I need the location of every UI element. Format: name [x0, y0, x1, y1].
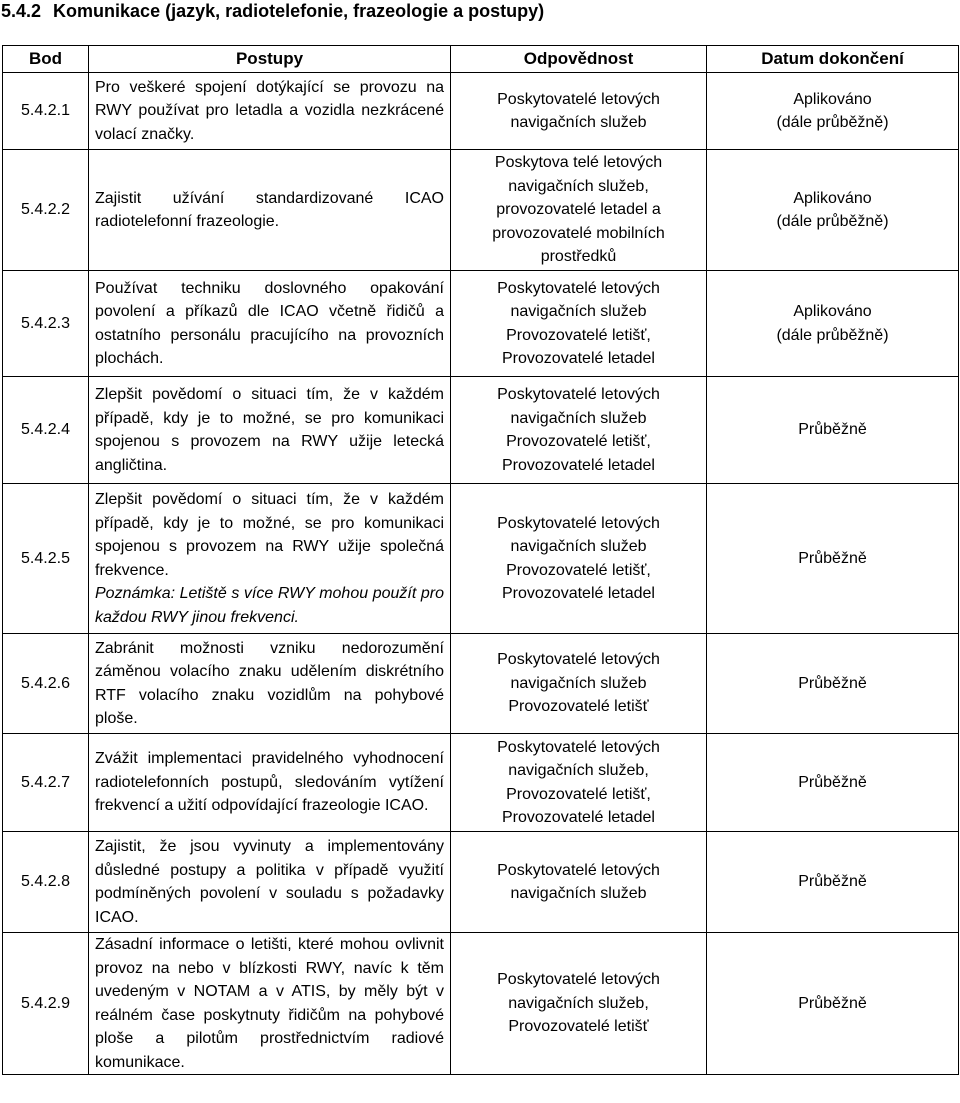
responsibility-line: Provozovatelé letadel: [502, 350, 655, 367]
responsibility-line: Poskytovatelé letových navigačních služeb: [497, 651, 660, 692]
section-heading: [1, 0, 544, 22]
header-completion: Datum dokončení: [707, 46, 959, 73]
responsibility-line: Poskytovatelé letových navigačních služeb: [497, 386, 660, 427]
responsibility-line: Provozovatelé letišť,: [506, 433, 651, 450]
row-completion: [707, 933, 959, 1075]
completion-line: Průběžně: [798, 674, 867, 692]
responsibility-line: Poskytovatelé letových navigačních služeb: [497, 279, 660, 320]
row-procedure: [89, 484, 451, 634]
row-responsibility: [451, 933, 707, 1075]
procedure-text: Zabránit možnosti vzniku nedorozumění záměnou volacího znaku udělením diskrétního RTF volacího znaku vozidlům na pohybové ploše.: [95, 639, 444, 727]
table-row: [3, 73, 959, 150]
completion-line: Průběžně: [798, 773, 867, 791]
table-row: [3, 271, 959, 377]
row-id: 5.4.2.9: [3, 933, 89, 1075]
procedure-text: Zásadní informace o letišti, které mohou ovlivnit provoz na nebo v blízkosti RWY, navíc k těm uvedeným v NOTAM a v ATIS, by měly být v reálném čase poskytnuty řidičům na pohybové ploše a pilotům prostřednictvím radiové komunikace.: [95, 936, 444, 1071]
responsibility-line: Poskytovatelé letových navigačních služeb: [497, 90, 660, 131]
row-completion: [707, 377, 959, 484]
row-id: 5.4.2.8: [3, 832, 89, 933]
completion-line: (dále průběžně): [776, 326, 889, 344]
responsibility-line: Poskytova telé letových navigačních služeb, provozovatelé letadel a provozovatelé mobilních prostředků: [492, 154, 665, 266]
row-responsibility: [451, 484, 707, 634]
row-id: 5.4.2.3: [3, 271, 89, 377]
completion-line: Průběžně: [798, 873, 867, 891]
row-procedure: [89, 377, 451, 484]
section-number: 5.4.2: [1, 1, 42, 21]
completion-line: (dále průběžně): [776, 213, 889, 230]
table-header-row: [3, 46, 959, 73]
section-title: Komunikace (jazyk, radiotelefonie, frazeologie a postupy): [53, 1, 545, 21]
row-procedure: [89, 73, 451, 150]
row-procedure: [89, 271, 451, 377]
row-procedure: [89, 734, 451, 832]
row-procedure: [89, 832, 451, 933]
responsibility-line: Provozovatelé letadel: [502, 585, 655, 602]
row-responsibility: [451, 634, 707, 734]
procedure-text: Zvážit implementaci pravidelného vyhodnocení radiotelefonních postupů, sledováním vytížení frekvencí a užití odpovídající frazeologie ICAO.: [95, 750, 444, 815]
row-completion: [707, 832, 959, 933]
responsibility-line: Provozovatelé letadel: [502, 456, 655, 474]
row-procedure: [89, 933, 451, 1075]
procedure-text: Zajistit užívání standardizované ICAO radiotelefonní frazeologie.: [95, 189, 444, 230]
completion-line: Aplikováno: [793, 303, 872, 320]
row-id: 5.4.2.7: [3, 734, 89, 832]
table-row: [3, 933, 959, 1075]
responsibility-line: Poskytovatelé letových navigačních služeb,: [497, 971, 660, 1012]
table-row: [3, 150, 959, 271]
row-responsibility: [451, 150, 707, 271]
table-row: [3, 377, 959, 484]
row-procedure: [89, 634, 451, 734]
row-procedure: [89, 150, 451, 271]
responsibility-line: Provozovatelé letišť,: [506, 561, 651, 579]
header-id: Bod: [3, 46, 89, 73]
completion-line: Aplikováno: [793, 90, 872, 108]
table-body: [3, 73, 959, 1075]
procedure-note: Poznámka: Letiště s více RWY mohou použít pro každou RWY jinou frekvenci.: [95, 585, 444, 626]
responsibility-line: Poskytovatelé letových navigačních služeb: [497, 861, 660, 902]
procedures-table: [2, 45, 959, 1075]
completion-line: Průběžně: [798, 549, 867, 567]
completion-line: Průběžně: [798, 994, 867, 1012]
row-responsibility: [451, 271, 707, 377]
table-row: [3, 484, 959, 634]
header-procedure: Postupy: [89, 46, 451, 73]
row-id: 5.4.2.6: [3, 634, 89, 734]
row-id: 5.4.2.1: [3, 73, 89, 150]
row-completion: [707, 734, 959, 832]
table-row: [3, 634, 959, 734]
procedure-text: Zlepšit povědomí o situaci tím, že v každém případě, kdy je to možné, se pro komunikaci spojenou s provozem na RWY užije letecká angličtina.: [95, 386, 444, 474]
completion-line: Průběžně: [798, 421, 867, 439]
row-completion: [707, 634, 959, 734]
responsibility-line: Poskytovatelé letových navigačních služeb,: [497, 738, 660, 779]
table-row: [3, 734, 959, 832]
table-row: [3, 832, 959, 933]
header-responsibility: Odpovědnost: [451, 46, 707, 73]
row-responsibility: [451, 73, 707, 150]
responsibility-line: Provozovatelé letadel: [502, 809, 655, 826]
row-responsibility: [451, 377, 707, 484]
completion-line: (dále průběžně): [776, 114, 889, 131]
row-id: 5.4.2.4: [3, 377, 89, 484]
row-completion: [707, 484, 959, 634]
responsibility-line: Poskytovatelé letových navigačních služeb: [497, 514, 660, 555]
row-completion: [707, 271, 959, 377]
row-id: 5.4.2.5: [3, 484, 89, 634]
responsibility-line: Provozovatelé letišť,: [506, 785, 651, 803]
procedure-text: Pro veškeré spojení dotýkající se provozu na RWY používat pro letadla a vozidla nezkrácené volací značky.: [95, 78, 444, 143]
procedure-text: Používat techniku doslovného opakování povolení a příkazů dle ICAO včetně řidičů a ostatního personálu pracujícího na provozních plochách.: [95, 279, 444, 367]
completion-line: Aplikováno: [793, 189, 872, 207]
procedure-text: Zlepšit povědomí o situaci tím, že v každém případě, kdy je to možné, se pro komunikaci spojenou s provozem na RWY užije společná frekvence.: [95, 491, 444, 579]
responsibility-line: Provozovatelé letišť: [508, 1018, 649, 1036]
row-completion: [707, 150, 959, 271]
row-id: 5.4.2.2: [3, 150, 89, 271]
procedure-text: Zajistit, že jsou vyvinuty a implementovány důsledné postupy a politika v případě využití podmíněných povolení v souladu s požadavky ICAO.: [95, 838, 444, 926]
responsibility-line: Provozovatelé letišť,: [506, 326, 651, 344]
responsibility-line: Provozovatelé letišť: [508, 698, 649, 716]
row-responsibility: [451, 832, 707, 933]
row-completion: [707, 73, 959, 150]
row-responsibility: [451, 734, 707, 832]
